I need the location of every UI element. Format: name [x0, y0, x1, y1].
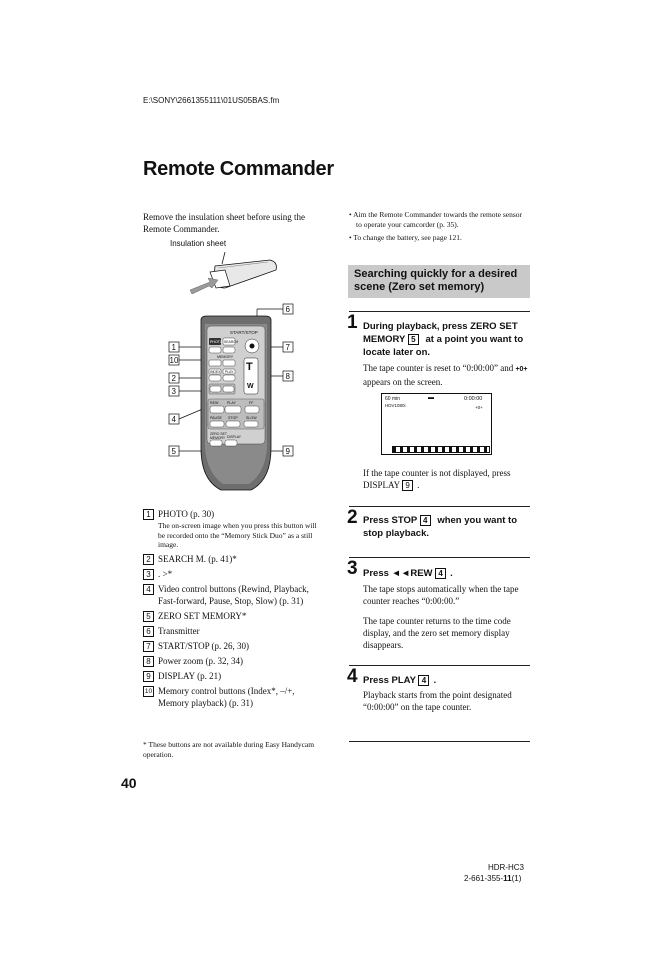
- page-number: 40: [121, 775, 137, 791]
- hdv-indicator: HDV1080i: [385, 403, 406, 408]
- callout-8: 8: [285, 372, 290, 381]
- model-number: HDR-HC3: [488, 863, 524, 872]
- legend-item-1: 1 PHOTO (p. 30) The on-screen image when you press this button will be recorded onto the “Memory Stick Duo” as a still image.: [143, 508, 323, 550]
- bullet-1: • Aim the Remote Commander towards the remote sensor to operate your camcorder (p. 35).: [349, 210, 523, 229]
- remote-commander-diagram: [165, 298, 300, 498]
- step-4-number: 4: [347, 666, 358, 687]
- insulation-label: Insulation sheet: [170, 239, 227, 248]
- step-1-heading: During playback, press ZERO SET MEMORY 5 at a point you want to locate later on.: [363, 321, 524, 358]
- divider: [349, 557, 530, 558]
- step-1-after: If the tape counter is not displayed, press DISPLAY 9 .: [363, 468, 511, 490]
- svg-text:ZERO SET: ZERO SET: [210, 432, 227, 436]
- step-3-number: 3: [347, 558, 358, 579]
- callout-5: 5: [171, 447, 176, 456]
- svg-text:FF: FF: [249, 401, 254, 405]
- counter: 0:00:00: [464, 396, 483, 402]
- callout-7: 7: [285, 343, 290, 352]
- file-path: E:\SONY\2661355111\01US05BAS.fm: [143, 96, 280, 105]
- svg-text:PLAY: PLAY: [225, 370, 234, 374]
- step-4-p1: Playback starts from the point designated “0:00:00” on the tape counter.: [363, 690, 512, 712]
- divider: [349, 665, 530, 666]
- legend-list: [143, 508, 323, 712]
- legend-item-9: 9 DISPLAY (p. 21): [143, 670, 323, 682]
- callout-4: 4: [171, 415, 176, 424]
- label-start-stop: START/STOP: [230, 330, 258, 335]
- callout-9: 9: [285, 447, 290, 456]
- svg-text:STOP: STOP: [228, 416, 238, 420]
- prev-next-text: . >*: [158, 568, 173, 579]
- legend-item-6: 6 Transmitter: [143, 625, 323, 637]
- lcd-screen: [381, 393, 492, 455]
- step-2-heading: Press STOP 4 when you want to stop playback.: [363, 515, 518, 539]
- step-3-p2: The tape counter returns to the time code display, and the zero set memory display disappears.: [363, 616, 511, 650]
- insulation-illustration: [150, 250, 280, 300]
- bullet-2: • To change the battery, see page 121.: [349, 233, 462, 242]
- battery-indicator: 60 min: [385, 396, 401, 402]
- svg-text:DISPLAY: DISPLAY: [227, 435, 242, 439]
- zoom-t: T: [246, 361, 253, 373]
- divider: [349, 506, 530, 507]
- step-4-heading: Press PLAY 4 .: [363, 675, 437, 686]
- step-3-p1: The tape stops automatically when the tape counter reaches “0:00:00.”: [363, 584, 519, 606]
- intro-text: Remove the insulation sheet before using the Remote Commander.: [143, 212, 305, 234]
- svg-text:INDEX: INDEX: [210, 370, 221, 374]
- legend-item-10: 10 Memory control buttons (Index*, –/+, Memory playback) (p. 31): [144, 685, 295, 708]
- callout-2: 2: [171, 374, 176, 383]
- legend-item-2: 2 SEARCH M. (p. 41)*: [143, 553, 323, 565]
- footnote: * These buttons are not available during Easy Handycam operation.: [143, 740, 315, 759]
- svg-text:SLOW: SLOW: [246, 416, 257, 420]
- divider: [349, 311, 530, 312]
- svg-text:PHOTO: PHOTO: [210, 340, 223, 344]
- callout-6: 6: [285, 305, 290, 314]
- legend-item-8: 8 Power zoom (p. 32, 34): [143, 655, 323, 667]
- bullet-list: [349, 210, 529, 246]
- svg-text:PAUSE: PAUSE: [210, 416, 222, 420]
- step-1-body: The tape counter is reset to “0:00:00” and +0+ appears on the screen.: [363, 363, 528, 387]
- legend-item-5: 5 ZERO SET MEMORY*: [143, 610, 323, 622]
- legend-item-4: 4 Video control buttons (Rewind, Playback, Fast-forward, Pause, Stop, Slow) (p. 31): [143, 583, 323, 607]
- svg-text:MEMORY: MEMORY: [210, 436, 226, 440]
- callout-3: 3: [171, 387, 176, 396]
- svg-text:SEARCH: SEARCH: [224, 340, 239, 344]
- zoom-w: W: [247, 383, 254, 390]
- callout-1: 1: [171, 343, 176, 352]
- divider: [349, 741, 530, 742]
- step-2-number: 2: [347, 507, 358, 528]
- callout-10: 10: [169, 356, 179, 365]
- legend-item-7: 7 START/STOP (p. 26, 30): [143, 640, 323, 652]
- label-memory: MEMORY: [217, 355, 234, 359]
- control-bar: [392, 446, 490, 453]
- section-title: Searching quickly for a desired scene (Zero set memory): [354, 268, 518, 293]
- part-number: 2-661-355-11(1): [464, 874, 522, 883]
- step-3-heading: Press ◄◄REW 4 .: [363, 568, 453, 579]
- svg-text:REW: REW: [210, 401, 219, 405]
- legend-item-3: 3 . >*: [143, 568, 323, 580]
- page-title: Remote Commander: [143, 158, 334, 180]
- step-1-number: 1: [347, 312, 358, 333]
- zero-set-icon: +0+: [475, 405, 483, 410]
- tape-icon: ▬: [428, 395, 434, 401]
- svg-text:PLAY: PLAY: [227, 401, 236, 405]
